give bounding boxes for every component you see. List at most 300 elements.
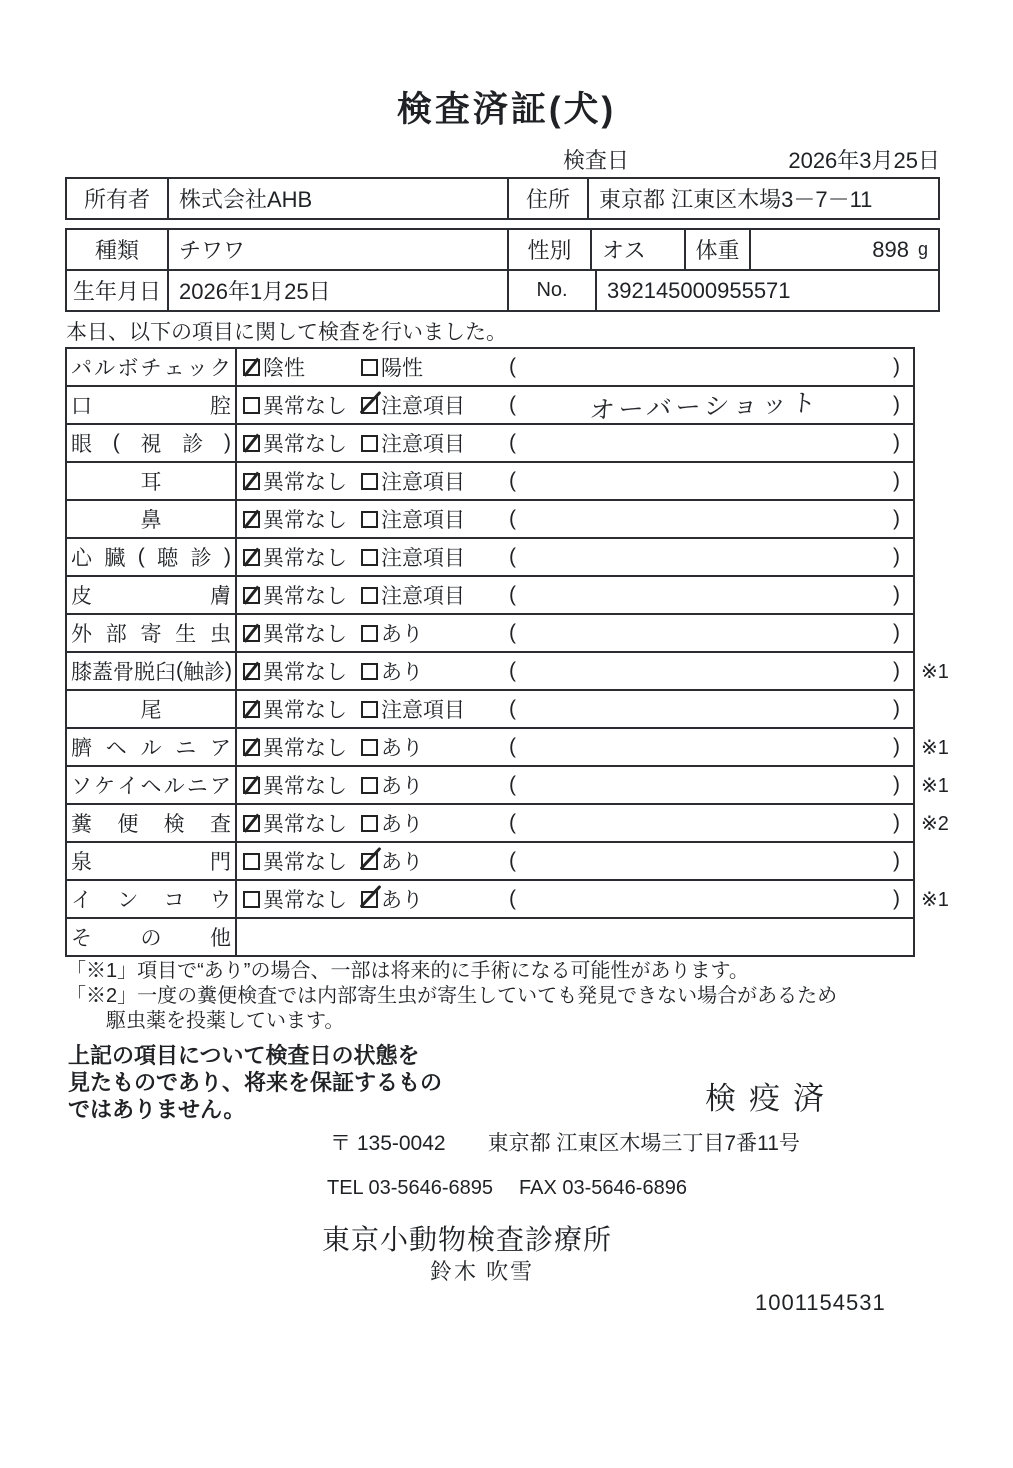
disclaimer <box>68 1042 442 1123</box>
option-label: 異常なし <box>263 661 347 684</box>
item-label-char: 他 <box>210 927 231 950</box>
item-label-char: コ <box>163 889 185 912</box>
disclaimer-line-2: 見たものであり、将来を保証するもの <box>68 1070 443 1095</box>
item-label-char: 脱 <box>134 661 155 684</box>
item-label-char: 生 <box>175 623 197 646</box>
footnote-1: 「※1」項目で“あり”の場合、一部は将来的に手術になる可能性があります。 <box>66 960 749 982</box>
disclaimer-line-1: 上記の項目について検査日の状態を <box>68 1043 420 1068</box>
item-label <box>67 881 237 917</box>
item-label-char: 検 <box>163 813 185 836</box>
open-paren: ( <box>509 355 516 378</box>
checkbox-checked-icon[interactable] <box>243 777 260 794</box>
item-label-char: 蓋 <box>92 661 113 684</box>
options-cell <box>237 349 913 385</box>
inspection-date-label: 検査日 <box>563 148 630 173</box>
item-label <box>67 919 237 955</box>
checklist-row <box>67 615 913 653</box>
birthdate-value: 2026年1月25日 <box>167 271 507 310</box>
remarks-field <box>509 659 913 683</box>
close-paren: ) <box>893 545 900 568</box>
close-paren: ) <box>893 621 900 644</box>
checkbox-checked-icon[interactable] <box>243 625 260 642</box>
item-label-char: 尾 <box>140 699 162 722</box>
remarks-field <box>509 697 913 721</box>
owner-row <box>67 179 938 218</box>
open-paren: ( <box>509 583 516 606</box>
checklist-row <box>67 919 913 955</box>
checklist-row <box>67 463 913 501</box>
remarks-field <box>509 545 913 569</box>
item-label <box>67 501 237 537</box>
check-option <box>243 846 361 876</box>
item-label-char: 臓 <box>104 547 126 570</box>
check-option <box>361 694 509 724</box>
close-paren: ) <box>893 849 900 872</box>
item-label-char: チ <box>140 357 162 380</box>
item-label-char: 寄 <box>140 623 162 646</box>
serial-number: 1001154531 <box>755 1290 886 1315</box>
options-cell <box>237 615 913 651</box>
close-paren: ) <box>893 431 900 454</box>
checkbox-checked-icon[interactable] <box>243 549 260 566</box>
option-label: 注意項目 <box>381 395 465 418</box>
item-label-char: 鼻 <box>140 509 162 532</box>
pet-table <box>65 228 940 312</box>
item-label-char: 膝 <box>71 661 92 684</box>
option-label: 異常なし <box>263 585 347 608</box>
item-label-char: 臍 <box>71 737 92 760</box>
remarks-field <box>509 469 913 493</box>
check-option <box>361 846 509 876</box>
open-paren: ( <box>509 469 516 492</box>
option-label: 注意項目 <box>381 585 465 608</box>
options-cell <box>237 653 913 689</box>
item-label-char: ヘ <box>105 737 127 760</box>
check-option <box>361 656 509 686</box>
open-paren: ( <box>509 621 516 644</box>
open-paren: ( <box>509 849 516 872</box>
open-paren: ( <box>509 431 516 454</box>
checkbox-checked-icon[interactable] <box>243 511 260 528</box>
open-paren: ( <box>509 393 516 416</box>
item-label-char: 診 <box>190 547 212 570</box>
close-paren: ) <box>893 507 900 530</box>
item-label-char: 骨 <box>113 661 134 684</box>
item-label <box>67 463 237 499</box>
item-label <box>67 349 237 385</box>
open-paren: ( <box>509 811 516 834</box>
open-paren: ( <box>509 887 516 910</box>
item-label <box>67 843 237 879</box>
close-paren: ) <box>893 887 900 910</box>
checkbox-unchecked-icon[interactable] <box>361 359 378 376</box>
item-label-char: ( <box>112 431 120 454</box>
clinic-phone-row <box>327 1177 687 1200</box>
option-label: 注意項目 <box>381 433 465 456</box>
reference-mark: ※1 <box>921 888 949 911</box>
checkbox-unchecked-icon[interactable] <box>361 663 378 680</box>
option-label: 陽性 <box>381 357 423 380</box>
item-label-char: 外 <box>71 623 92 646</box>
close-paren: ) <box>893 735 900 758</box>
check-option <box>243 390 361 420</box>
options-cell <box>237 463 913 499</box>
item-label-char: ) <box>225 659 232 682</box>
checkbox-checked-icon[interactable] <box>243 815 260 832</box>
checkbox-checked-icon[interactable] <box>243 701 260 718</box>
option-label: あり <box>381 851 423 874</box>
item-label-char: パ <box>71 357 92 380</box>
options-cell <box>237 577 913 613</box>
item-label <box>67 425 237 461</box>
close-paren: ) <box>893 659 900 682</box>
item-label <box>67 805 237 841</box>
item-label-char: 眼 <box>71 433 92 456</box>
check-option <box>361 580 509 610</box>
item-label-char: ( <box>137 545 145 568</box>
item-label-char: ア <box>210 737 231 760</box>
check-option <box>243 656 361 686</box>
veterinarian-name: 鈴木 吹雪 <box>430 1259 535 1284</box>
checkbox-unchecked-icon[interactable] <box>361 473 378 490</box>
footnotes <box>66 959 837 1034</box>
options-cell <box>237 767 913 803</box>
check-option <box>361 466 509 496</box>
option-label: あり <box>381 813 423 836</box>
checklist-row <box>67 501 913 539</box>
checklist-row <box>67 387 913 425</box>
spacer <box>493 1177 519 1200</box>
clinic-tel: TEL 03-5646-6895 <box>327 1177 494 1199</box>
open-paren: ( <box>509 697 516 720</box>
check-option <box>361 884 509 914</box>
item-label-char: 触 <box>183 661 204 684</box>
check-option <box>361 542 509 572</box>
item-label-char: 口 <box>71 395 92 418</box>
item-label <box>67 653 237 689</box>
open-paren: ( <box>509 545 516 568</box>
item-label-char: 虫 <box>210 623 231 646</box>
remarks-field <box>509 507 913 531</box>
item-label-char: 診 <box>204 661 225 684</box>
checkbox-checked-icon[interactable] <box>361 891 378 908</box>
item-label-char: 腔 <box>210 395 231 418</box>
checklist-row <box>67 653 949 691</box>
option-label: 陰性 <box>263 357 305 380</box>
weight-value-cell <box>749 230 938 269</box>
clinic-postal-code: 〒 135-0042 <box>330 1132 446 1155</box>
option-label: 注意項目 <box>381 471 465 494</box>
option-label: 異常なし <box>263 433 347 456</box>
item-label <box>67 539 237 575</box>
checklist-table <box>65 347 949 957</box>
address-value: 東京都 江東区木場3－7－11 <box>587 179 938 218</box>
remarks-field <box>509 735 913 759</box>
weight-unit: g <box>917 239 928 259</box>
options-cell <box>237 881 913 917</box>
checklist-row <box>67 539 913 577</box>
checkbox-checked-icon[interactable] <box>361 853 378 870</box>
item-label-char: ア <box>209 775 231 798</box>
number-label: No. <box>507 271 595 310</box>
option-label: 注意項目 <box>381 547 465 570</box>
weight-value: 898 <box>872 236 909 262</box>
option-label: 異常なし <box>263 889 347 912</box>
item-label <box>67 577 237 613</box>
checklist-row <box>67 577 913 615</box>
sex-label: 性別 <box>507 230 590 269</box>
check-option <box>243 694 361 724</box>
checkbox-unchecked-icon[interactable] <box>361 435 378 452</box>
item-label-char: ニ <box>175 737 197 760</box>
checkbox-unchecked-icon[interactable] <box>243 891 260 908</box>
close-paren: ) <box>893 773 900 796</box>
check-option <box>243 504 361 534</box>
item-label-char: ソ <box>71 775 92 798</box>
open-paren: ( <box>509 507 516 530</box>
item-label-char: 泉 <box>71 851 92 874</box>
clinic-address: 東京都 江東区木場三丁目7番11号 <box>487 1132 800 1155</box>
clinic-fax: FAX 03-5646-6896 <box>519 1177 687 1199</box>
item-label-char: 臼 <box>155 661 176 684</box>
item-label-char: 便 <box>117 813 139 836</box>
options-cell <box>237 425 913 461</box>
check-option <box>243 352 361 382</box>
remarks-field <box>509 621 913 645</box>
checkbox-unchecked-icon[interactable] <box>243 853 260 870</box>
open-paren: ( <box>509 773 516 796</box>
checkbox-checked-icon[interactable] <box>243 435 260 452</box>
item-label-char: 皮 <box>71 585 92 608</box>
option-label: あり <box>381 661 423 684</box>
item-label <box>67 387 237 423</box>
address-label: 住所 <box>507 179 587 218</box>
checkbox-checked-icon[interactable] <box>243 473 260 490</box>
check-option <box>361 770 509 800</box>
item-label-char: 糞 <box>71 813 92 836</box>
checklist-row <box>67 425 913 463</box>
options-cell <box>237 501 913 537</box>
footnote-2: 「※2」一度の糞便検査では内部寄生虫が寄生していても発見できない場合があるため <box>66 985 838 1007</box>
checkbox-unchecked-icon[interactable] <box>243 397 260 414</box>
options-cell <box>237 691 913 727</box>
remarks-field <box>509 773 913 797</box>
item-label-char: ) <box>224 431 231 454</box>
footnote-2-continued: 駆虫薬を投薬しています。 <box>106 1010 345 1032</box>
item-label-char: ル <box>163 775 185 798</box>
options-cell <box>237 805 913 841</box>
option-label: 注意項目 <box>381 509 465 532</box>
option-label: 異常なし <box>263 851 347 874</box>
item-label <box>67 615 237 651</box>
item-label-char: ル <box>94 357 116 380</box>
item-label-char: ク <box>209 357 231 380</box>
item-label-char: 診 <box>182 433 204 456</box>
pet-row-1 <box>67 230 938 271</box>
checklist-row <box>67 349 913 387</box>
item-label-char: 査 <box>209 813 231 836</box>
check-option <box>361 618 509 648</box>
item-label-char: 耳 <box>140 471 162 494</box>
checkbox-unchecked-icon[interactable] <box>361 701 378 718</box>
reference-mark: ※1 <box>921 774 949 797</box>
remarks-field <box>509 387 913 423</box>
close-paren: ) <box>892 393 900 416</box>
item-label-char: ボ <box>117 357 139 380</box>
reference-mark: ※1 <box>921 736 949 759</box>
page-title: 検査済証(犬) <box>396 90 617 129</box>
option-label: 異常なし <box>263 395 347 418</box>
item-label-char: ウ <box>209 889 231 912</box>
checklist-row <box>67 691 913 729</box>
remarks-field <box>509 811 913 835</box>
checkbox-unchecked-icon[interactable] <box>361 815 378 832</box>
checklist-row <box>67 767 949 805</box>
check-option <box>243 466 361 496</box>
sex-value: オス <box>590 230 684 269</box>
item-label-char: ッ <box>186 357 208 380</box>
close-paren: ) <box>893 469 900 492</box>
option-label: 注意項目 <box>381 699 465 722</box>
option-label: 異常なし <box>263 471 347 494</box>
check-option <box>361 504 509 534</box>
item-label-char: イ <box>117 775 139 798</box>
checklist-intro: 本日、以下の項目に関して検査を行いました。 <box>66 321 507 344</box>
option-label: 異常なし <box>263 813 347 836</box>
option-label: あり <box>381 775 423 798</box>
check-option <box>243 808 361 838</box>
remarks-field <box>509 355 913 379</box>
check-option <box>361 390 509 420</box>
close-paren: ) <box>893 811 900 834</box>
remarks-field <box>509 849 913 873</box>
checkbox-checked-icon[interactable] <box>243 739 260 756</box>
spacer <box>446 1127 488 1157</box>
close-paren: ) <box>893 583 900 606</box>
breed-value: チワワ <box>167 230 507 269</box>
item-label-char: ニ <box>186 775 208 798</box>
check-option <box>243 884 361 914</box>
pet-row-2 <box>67 271 938 310</box>
item-label-char: ( <box>176 659 183 682</box>
options-cell <box>237 387 913 423</box>
item-label <box>67 767 237 803</box>
item-label-char: ェ <box>163 357 185 380</box>
option-label: あり <box>381 889 423 912</box>
close-paren: ) <box>893 355 900 378</box>
open-paren: ( <box>509 659 516 682</box>
checkbox-checked-icon[interactable] <box>243 587 260 604</box>
item-label-char: そ <box>71 927 92 950</box>
owner-table <box>65 177 940 220</box>
option-label: あり <box>381 623 423 646</box>
close-paren: ) <box>893 697 900 720</box>
option-label: 異常なし <box>263 775 347 798</box>
item-label-char: ヘ <box>140 775 162 798</box>
check-option <box>243 428 361 458</box>
checkbox-unchecked-icon[interactable] <box>361 739 378 756</box>
option-label: 異常なし <box>263 509 347 532</box>
options-cell <box>237 539 913 575</box>
checklist-row <box>67 843 913 881</box>
clinic-name: 東京小動物検査診療所 <box>322 1224 613 1255</box>
item-label-char: 膚 <box>210 585 231 608</box>
inspection-date-value: 2026年3月25日 <box>788 148 940 173</box>
checkbox-unchecked-icon[interactable] <box>361 777 378 794</box>
item-label-char: 門 <box>210 851 231 874</box>
options-cell <box>237 919 913 955</box>
remarks-field <box>509 583 913 607</box>
check-option <box>243 580 361 610</box>
option-label: 異常なし <box>263 699 347 722</box>
option-label: あり <box>381 737 423 760</box>
option-label: 異常なし <box>263 737 347 760</box>
item-label <box>67 729 237 765</box>
owner-value: 株式会社AHB <box>167 179 507 218</box>
checklist-row <box>67 805 949 843</box>
checkbox-unchecked-icon[interactable] <box>361 625 378 642</box>
check-option <box>243 770 361 800</box>
check-option <box>243 732 361 762</box>
check-option <box>243 542 361 572</box>
item-label-char: イ <box>71 889 92 912</box>
disclaimer-line-3: ではありません。 <box>68 1097 246 1122</box>
open-paren: ( <box>509 735 516 758</box>
breed-label: 種類 <box>94 238 139 263</box>
options-cell <box>237 843 913 879</box>
options-cell <box>237 729 913 765</box>
item-label-char: ル <box>140 737 162 760</box>
reference-mark: ※2 <box>921 812 949 835</box>
clinic-address-row <box>330 1127 800 1157</box>
remarks-field <box>509 431 913 455</box>
checklist-row <box>67 881 949 919</box>
birthdate-label: 生年月日 <box>73 279 162 304</box>
number-value: 392145000955571 <box>595 271 938 310</box>
quarantine-stamp: 検疫済 <box>705 1081 837 1116</box>
weight-label: 体重 <box>684 230 749 269</box>
item-label-char: ) <box>223 545 231 568</box>
inspection-date-row <box>563 144 940 175</box>
checkbox-checked-icon[interactable] <box>243 359 260 376</box>
checkbox-unchecked-icon[interactable] <box>361 549 378 566</box>
owner-label: 所有者 <box>83 187 150 212</box>
checkbox-checked-icon[interactable] <box>243 663 260 680</box>
checkbox-checked-icon[interactable] <box>361 397 378 414</box>
check-option <box>361 428 509 458</box>
item-label-char: 心 <box>71 547 92 570</box>
option-label: 異常なし <box>263 547 347 570</box>
item-label-char: 部 <box>105 623 127 646</box>
checkbox-unchecked-icon[interactable] <box>361 587 378 604</box>
item-label-char: ケ <box>94 775 116 798</box>
option-label: 異常なし <box>263 623 347 646</box>
remarks-field <box>509 887 913 911</box>
check-option <box>361 808 509 838</box>
check-option <box>361 732 509 762</box>
item-label-char: ン <box>117 889 139 912</box>
item-label-char: 視 <box>140 433 162 456</box>
check-option <box>243 618 361 648</box>
check-option <box>361 352 509 382</box>
item-label <box>67 691 237 727</box>
handwritten-remark: オーバーショット <box>587 388 821 425</box>
checklist-row <box>67 729 949 767</box>
reference-mark: ※1 <box>921 660 949 683</box>
item-label-char: 聴 <box>157 547 179 570</box>
item-label-char: の <box>140 927 162 950</box>
checkbox-unchecked-icon[interactable] <box>361 511 378 528</box>
